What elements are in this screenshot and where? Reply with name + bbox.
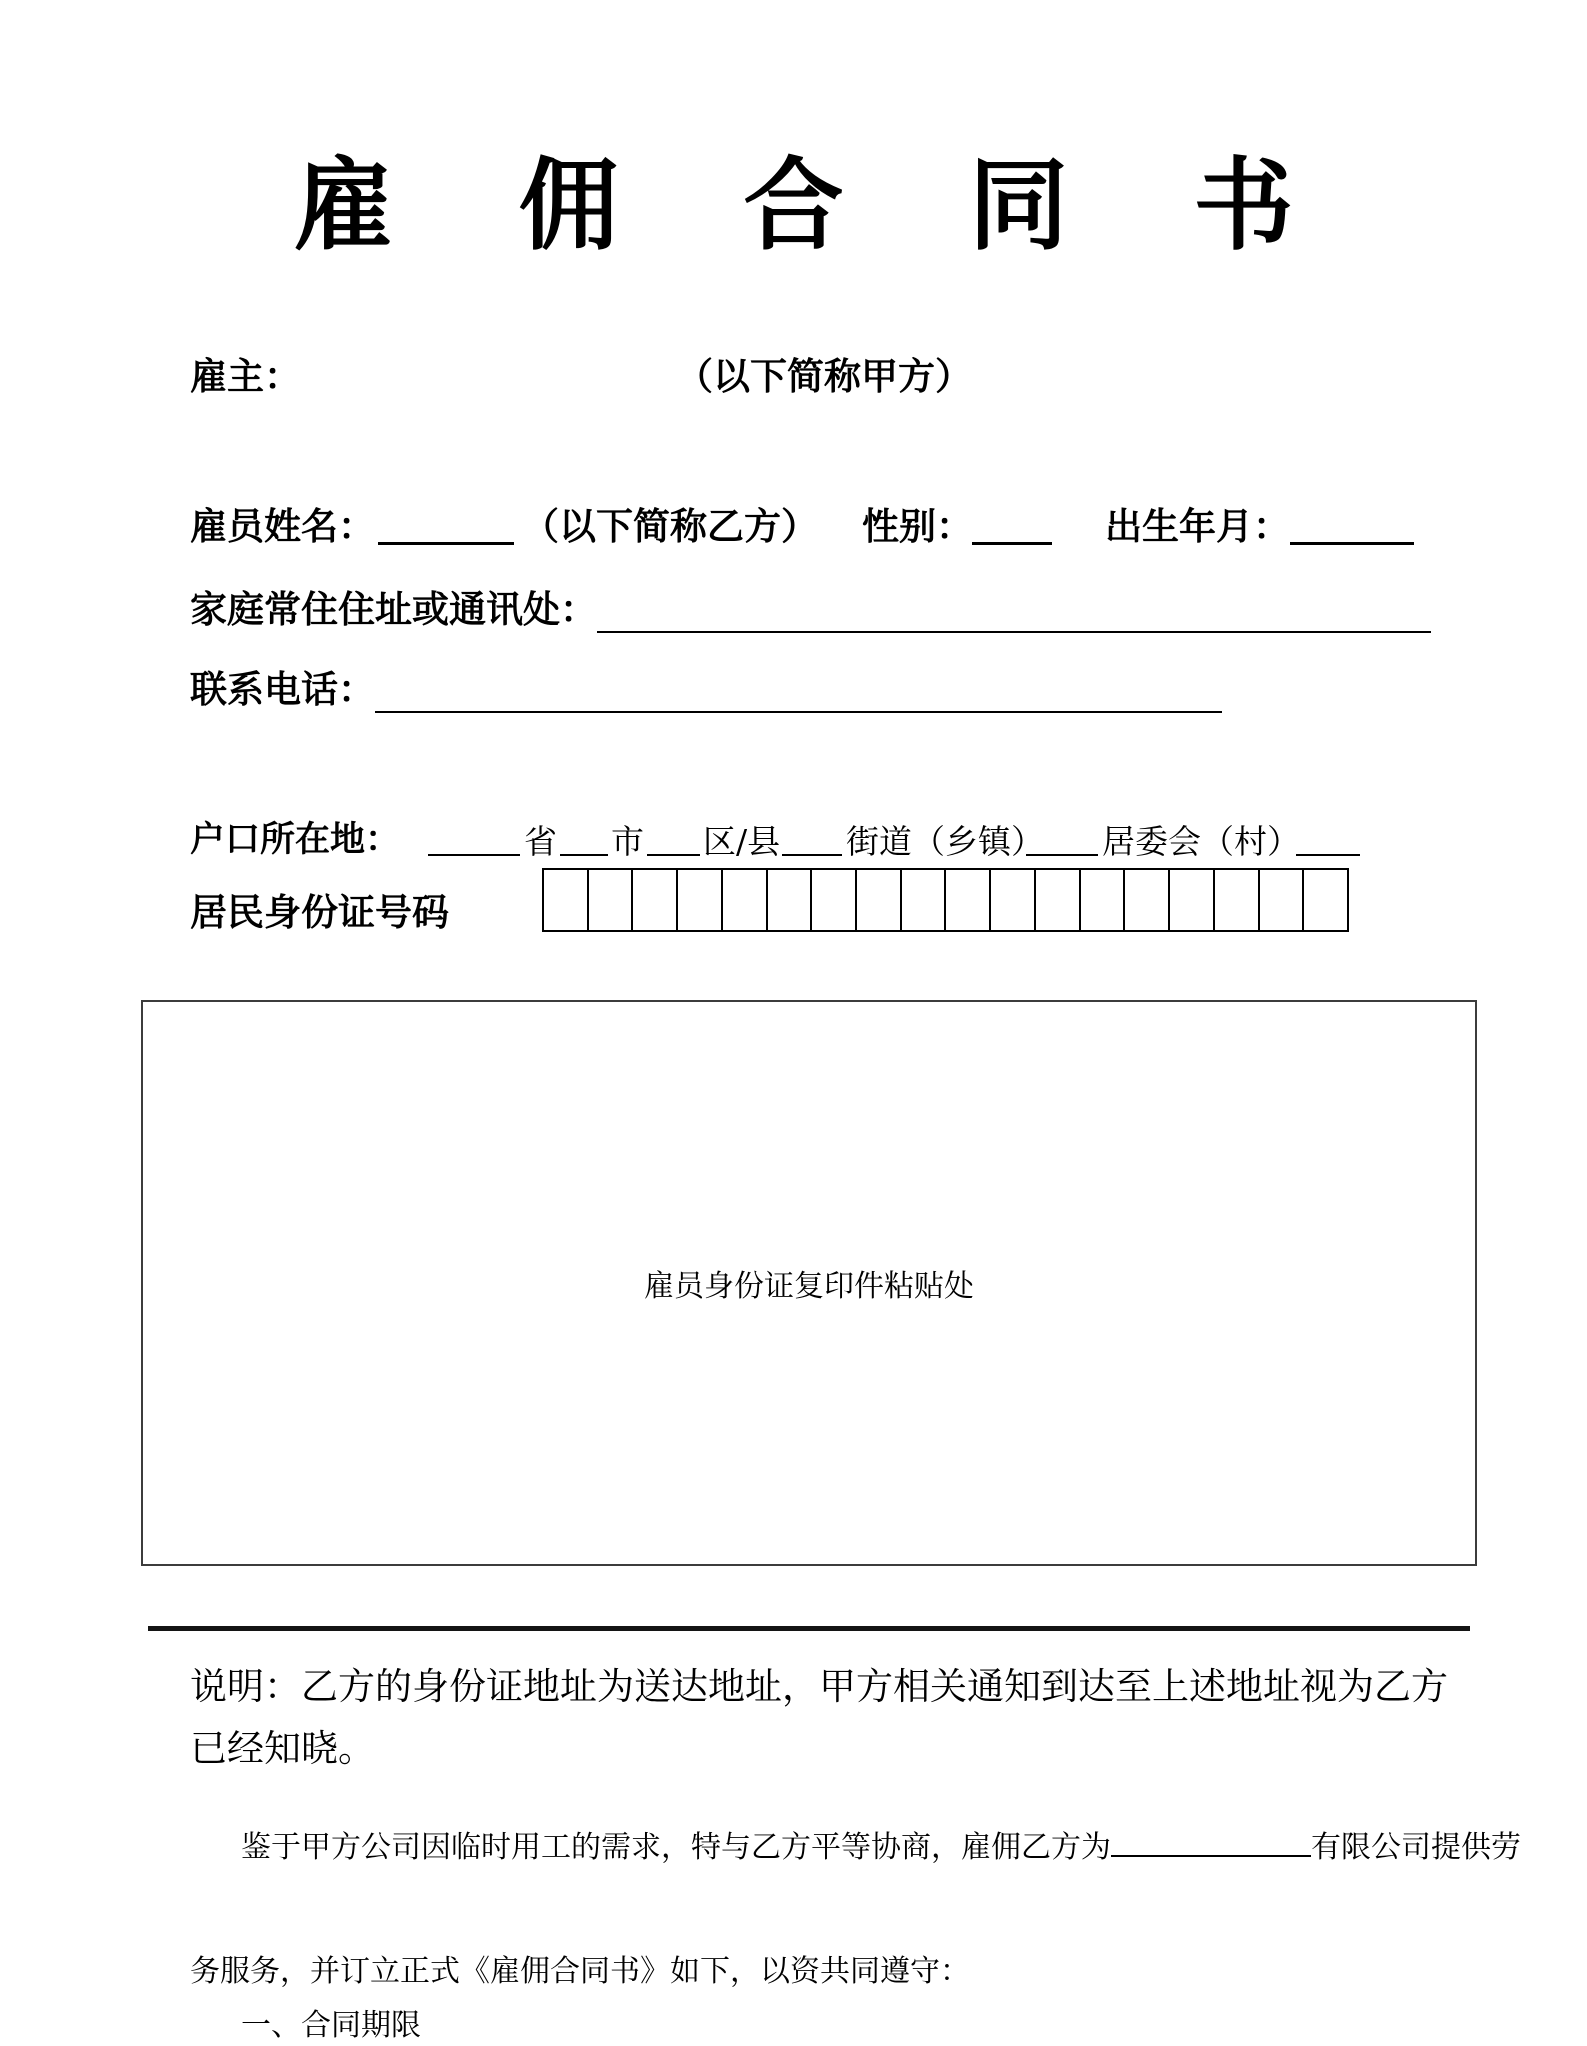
address-row [190,585,1431,633]
id-number-grid [542,868,1349,932]
preamble-line-1-text: 鉴于甲方公司因临时用工的需求，特与乙方平等协商，雇佣乙方为 [241,1830,1111,1865]
id-digit-cell[interactable] [812,870,857,930]
id-digit-cell[interactable] [1260,870,1305,930]
gender-label: 性别： [862,504,973,548]
gender-blank[interactable] [972,500,1052,545]
id-copy-paste-box[interactable] [141,1000,1477,1566]
hukou-blank[interactable] [1296,812,1360,856]
page-title: 雇佣合同书 [293,146,1419,264]
id-digit-cell[interactable] [723,870,768,930]
hukou-label: 户口所在地： [190,819,401,860]
id-digit-cell[interactable] [768,870,813,930]
id-digit-cell[interactable] [1081,870,1126,930]
id-digit-cell[interactable] [857,870,902,930]
employer-alias-note: （以下简称甲方） [676,354,972,398]
section-divider [148,1626,1470,1631]
notice-line-1: 说明：乙方的身份证地址为送达地址，甲方相关通知到达至上述地址视为乙方 [190,1665,1448,1708]
id-digit-cell[interactable] [633,870,678,930]
hukou-blank[interactable] [1026,812,1098,856]
employee-alias-note: （以下简称乙方） [522,504,818,548]
employee-name-label: 雇员姓名： [190,504,375,548]
notice-line-2: 已经知晓。 [190,1727,375,1770]
id-digit-cell[interactable] [991,870,1036,930]
address-blank-line[interactable] [597,587,1431,633]
id-digit-cell[interactable] [589,870,634,930]
id-digit-cell[interactable] [1125,870,1170,930]
paste-box-label: 雇员身份证复印件粘贴处 [644,1269,974,1304]
hukou-unit-province: 省 [524,822,557,861]
hukou-blank[interactable] [560,812,608,856]
preamble-line-1-tail: 有限公司提供劳 [1311,1830,1521,1865]
id-digit-cell[interactable] [1036,870,1081,930]
id-number-label: 居民身份证号码 [190,890,449,934]
id-digit-cell[interactable] [1170,870,1215,930]
preamble-line-2: 务服务，并订立正式《雇佣合同书》如下，以资共同遵守： [190,1954,970,1989]
hukou-unit-committee: 居委会（村） [1102,822,1300,861]
birth-label: 出生年月： [1105,504,1290,548]
phone-label: 联系电话： [190,667,375,711]
address-label: 家庭常住住址或通讯处： [190,587,597,631]
id-digit-cell[interactable] [678,870,723,930]
phone-blank-line[interactable] [375,667,1222,713]
hukou-unit-city: 市 [611,822,644,861]
employer-label: 雇主： [190,354,301,398]
birth-blank[interactable] [1290,500,1414,545]
hukou-blank[interactable] [647,812,700,856]
hukou-blank[interactable] [428,812,520,856]
id-digit-cell[interactable] [544,870,589,930]
id-digit-cell[interactable] [902,870,947,930]
id-digit-cell[interactable] [1304,870,1347,930]
company-name-blank[interactable] [1111,1825,1311,1857]
hukou-unit-district: 区/县 [703,822,781,861]
employee-name-blank[interactable] [378,500,514,545]
section1-heading: 一、合同期限 [241,2008,421,2043]
id-digit-cell[interactable] [946,870,991,930]
hukou-blank[interactable] [782,812,842,856]
phone-row [190,665,1222,713]
preamble-line-1 [241,1822,1521,1866]
hukou-unit-street: 街道（乡镇） [846,822,1044,861]
id-digit-cell[interactable] [1215,870,1260,930]
